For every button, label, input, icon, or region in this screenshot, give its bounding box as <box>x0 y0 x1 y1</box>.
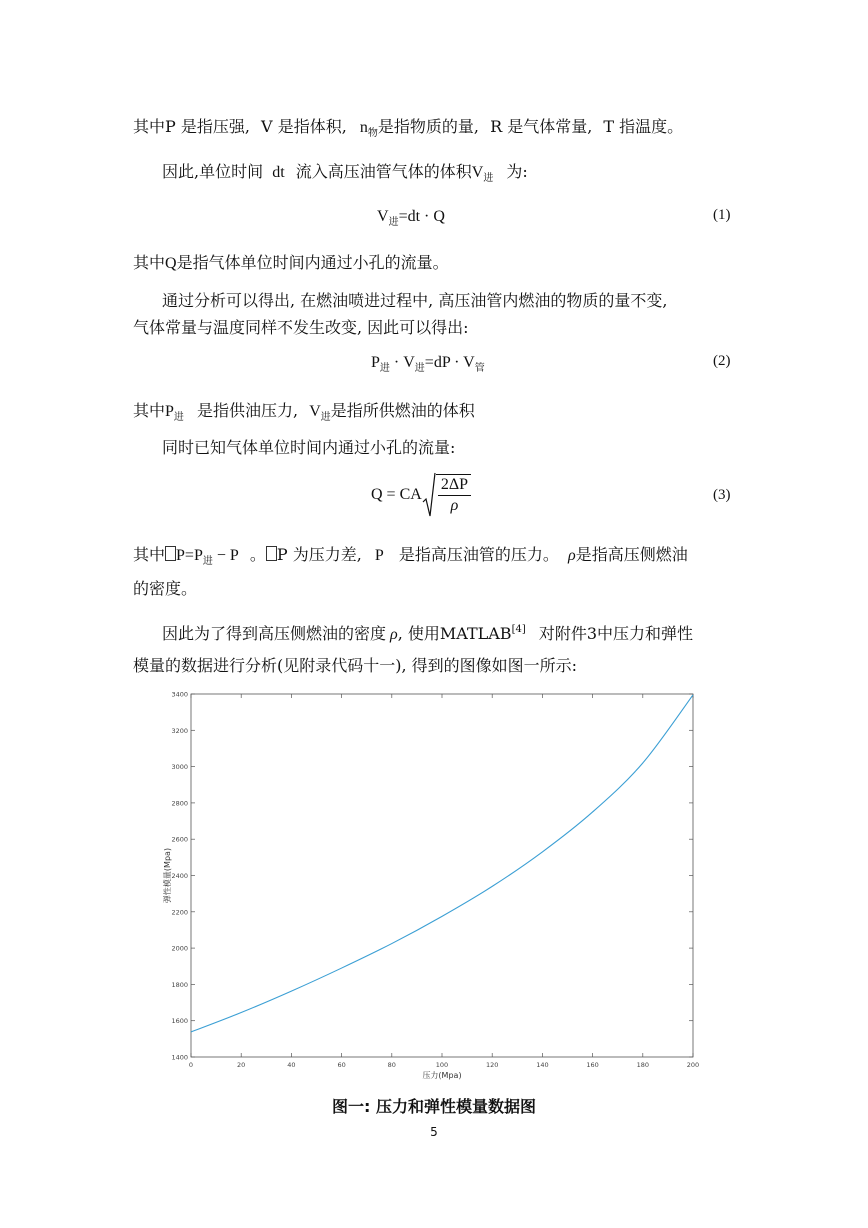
v-in-symbol-2: $V_进$ <box>309 403 331 423</box>
text-line-10 <box>162 619 693 646</box>
text-amount: 是指物质的量, <box>377 117 479 136</box>
text-attachment: 对附件3中压力和弹性 <box>538 624 694 643</box>
equation-3: Q = CA $\frac{2\Delta P}{\rho}$ <box>371 472 471 518</box>
x-tick-label: 20 <box>237 1061 246 1069</box>
series-line <box>191 695 693 1032</box>
v-in-symbol: $V_进$ <box>471 164 494 184</box>
text-line-8 <box>133 544 688 573</box>
y-tick-label: 2800 <box>171 799 188 808</box>
text-supply-pressure: 是指供油压力, <box>197 401 299 420</box>
text-line-4: 通过分析可以得出, 在燃油喷进过程中, 高压油管内燃油的物质的量不变, <box>162 291 668 310</box>
p-symbol: P <box>374 547 384 564</box>
x-tick-label: 60 <box>337 1061 346 1069</box>
y-tick-label: 2200 <box>171 908 188 917</box>
y-tick-label: 3400 <box>171 690 188 699</box>
y-axis-label: 弹性模量(Mpa) <box>163 847 172 904</box>
text-where: 其中 <box>133 253 166 272</box>
text-tube-pressure: 是指高压油管的压力。 <box>398 545 559 564</box>
x-tick-label: 180 <box>636 1061 650 1069</box>
text-inflow: 流入高压油管气体的体积 <box>295 162 472 181</box>
x-tick-label: 100 <box>435 1061 449 1069</box>
y-tick-label: 1400 <box>171 1053 188 1062</box>
text-as: 为: <box>506 162 528 181</box>
equation-2-number: (2) <box>713 353 731 369</box>
y-tick-label: 2600 <box>171 835 188 844</box>
p-in-symbol: $P_进$ <box>165 403 184 423</box>
text-flow-def: 是指气体单位时间内通过小孔的流量。 <box>176 253 449 272</box>
text-therefore: 因此,单位时间 <box>162 162 264 181</box>
text-period: 。 <box>249 545 266 564</box>
y-tick-label: 2000 <box>171 944 188 953</box>
text-line-3 <box>133 252 449 275</box>
text-line-7: 同时已知气体单位时间内通过小孔的流量: <box>162 438 456 457</box>
x-tick-label: 200 <box>686 1061 700 1069</box>
sqrt-sign <box>422 472 436 518</box>
delta-p-expression: $P=P_进 - P$ <box>176 547 239 567</box>
y-tick-label: 3000 <box>171 763 188 772</box>
equation-2: $P_进 \cdot V_进=dP \cdot V_管$ <box>371 354 485 374</box>
n-symbol: $n_物$ <box>359 119 378 139</box>
text-supplied-volume: 是指所供燃油的体积 <box>330 401 475 420</box>
text-line-5: 气体常量与温度同样不发生改变, 因此可以得出: <box>133 318 469 337</box>
text-where-3: 其中 <box>133 545 166 564</box>
x-tick-label: 140 <box>536 1061 549 1069</box>
text-line-2 <box>162 161 528 190</box>
figure-caption: 图一: 压力和弹性模量数据图 <box>332 1097 536 1116</box>
text-pressure-diff: P 为压力差, <box>276 545 362 564</box>
x-tick-label: 160 <box>586 1061 599 1069</box>
x-tick-label: 120 <box>485 1061 499 1069</box>
sqrt-radicand: $\frac{2\Delta P}{\rho}$ <box>436 474 471 516</box>
rho-symbol-2: ρ <box>390 626 398 643</box>
equation-3-number: (3) <box>713 487 731 503</box>
y-tick-label: 1800 <box>171 980 188 989</box>
text-volume: V 是指体积, <box>261 117 347 136</box>
missing-glyph-icon <box>165 546 176 561</box>
text-where-2: 其中 <box>133 401 166 420</box>
q-symbol: Q <box>165 255 177 272</box>
pressure-modulus-chart <box>0 685 868 1095</box>
text-line-1 <box>133 116 683 145</box>
text-high-side: 是指高压侧燃油 <box>575 545 688 564</box>
missing-glyph-icon <box>266 546 277 561</box>
text-line-9: 的密度。 <box>133 579 198 598</box>
text-pressure: 其中P 是指压强, <box>133 117 250 136</box>
equation-1-number: (1) <box>713 207 731 223</box>
citation-ref: [4] <box>511 624 526 635</box>
y-tick-label: 1600 <box>171 1017 188 1026</box>
dt-symbol: dt <box>272 164 285 181</box>
text-line-6 <box>133 400 475 429</box>
x-tick-label: 80 <box>387 1061 396 1069</box>
x-tick-label: 0 <box>188 1061 194 1069</box>
page-number: 5 <box>430 1125 438 1139</box>
text-matlab: , 使用MATLAB <box>397 624 512 643</box>
x-tick-label: 40 <box>287 1061 296 1069</box>
text-line-11: 模量的数据进行分析(见附录代码十一), 得到的图像如图一所示: <box>133 656 578 675</box>
rho-symbol: ρ <box>568 547 576 564</box>
text-temperature: T 指温度。 <box>603 117 684 136</box>
text-gas-constant: R 是气体常量, <box>490 117 593 136</box>
text-to-obtain: 因此为了得到高压侧燃油的密度 <box>162 624 387 643</box>
y-tick-label: 3200 <box>171 726 188 735</box>
equation-1: $V_进=dt \cdot Q$ <box>377 208 445 228</box>
y-tick-label: 2400 <box>171 872 188 880</box>
x-axis-label: 压力(Mpa) <box>422 1071 462 1080</box>
